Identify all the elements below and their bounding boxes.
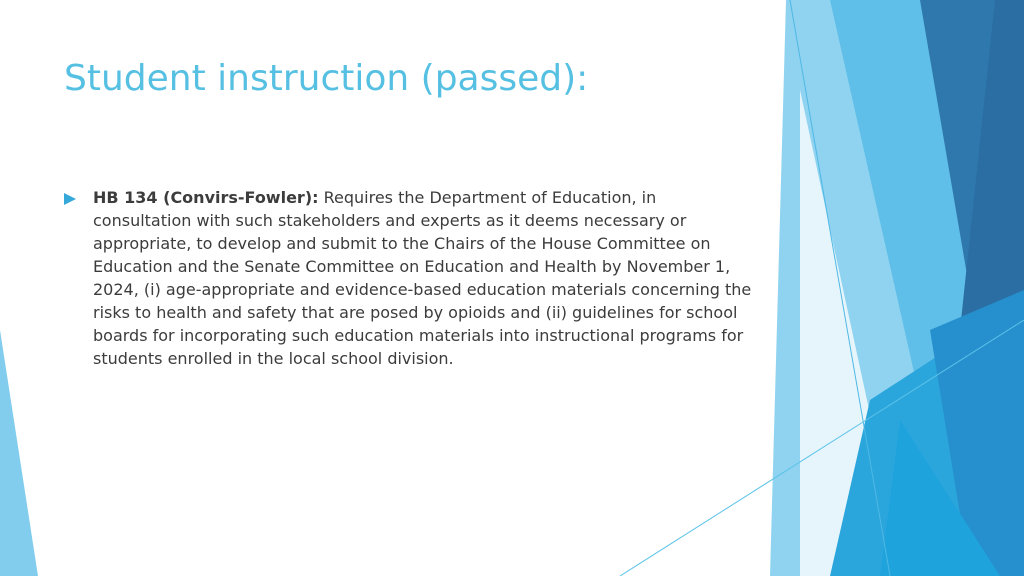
slide-body (64, 186, 764, 370)
slide-title: Student instruction (passed): (64, 58, 589, 99)
bullet-item (64, 186, 764, 370)
triangle-bullet-icon (64, 193, 76, 205)
left-edge-facet (0, 330, 38, 576)
bill-identifier: HB 134 (Convirs-Fowler): (93, 188, 319, 207)
bullet-text (93, 186, 758, 370)
bill-description: Requires the Department of Education, in consultation with such stakeholders and experts as it deems necessary or appropriate, to develop and submit to the Chairs of the House Committee on Education and the Senate Committee on Education and Health by November 1, 2024, (i) age-appropriate and evidence-based education materials concerning the risks to health and safety that are posed by opioids and (ii) guidelines for school boards for incorporating such education materials into instructional programs for students enrolled in the local school division. (93, 188, 752, 368)
